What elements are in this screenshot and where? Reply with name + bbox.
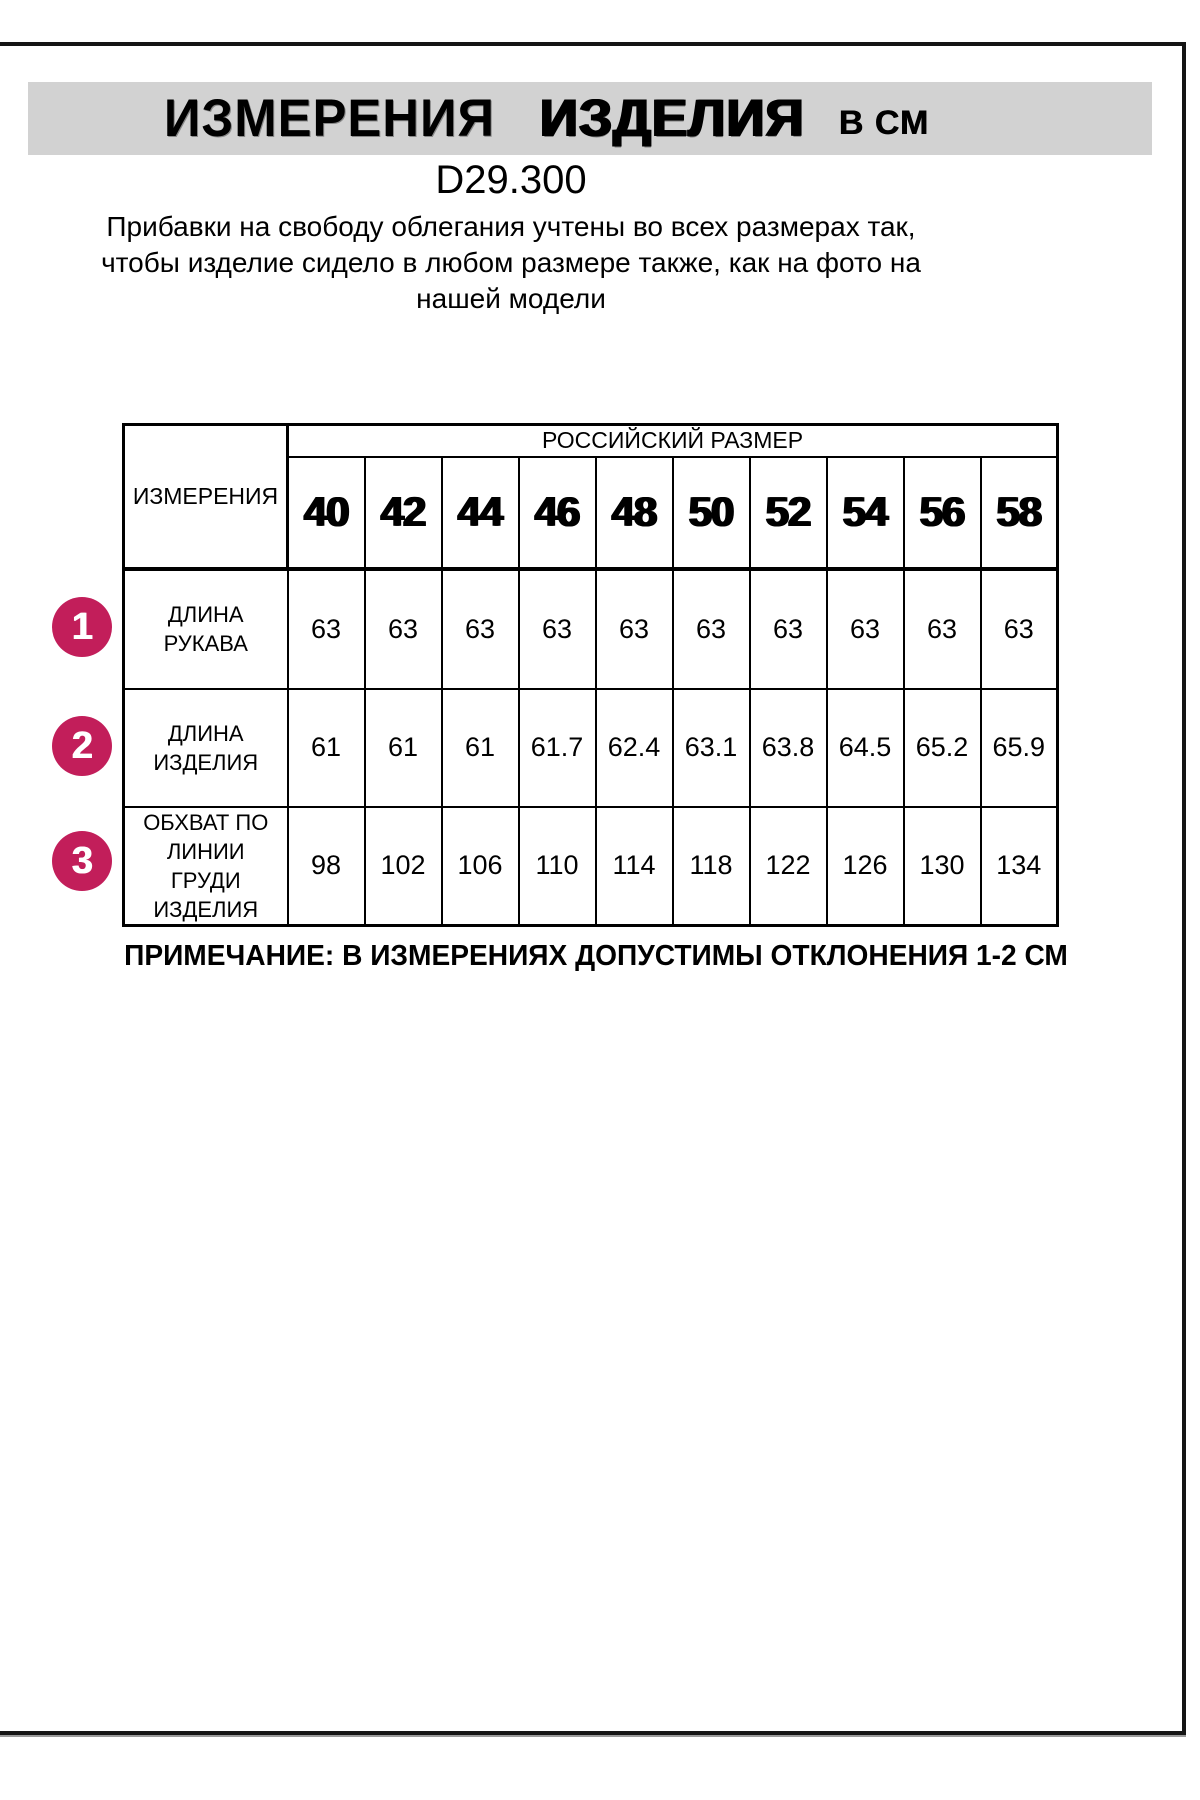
group-header-row (124, 425, 1058, 457)
measurement-value: 106 (442, 807, 519, 926)
row-number-badge: 2 (52, 716, 112, 776)
corner-header: ИЗМЕРЕНИЯ (124, 425, 288, 569)
measurement-value: 61 (365, 689, 442, 807)
size-system-header: РОССИЙСКИЙ РАЗМЕР (288, 425, 1058, 457)
measurement-value: 65.9 (981, 689, 1058, 807)
measurement-value: 102 (365, 807, 442, 926)
measurement-value: 63.1 (673, 689, 750, 807)
measurement-value: 64.5 (827, 689, 904, 807)
measurement-value: 114 (596, 807, 673, 926)
measurement-value: 118 (673, 807, 750, 926)
measurements-tbody (124, 569, 1058, 926)
measurement-value: 63 (827, 569, 904, 689)
measurements-table (122, 423, 1059, 927)
measurement-value: 63 (596, 569, 673, 689)
measurement-value: 61.7 (519, 689, 596, 807)
size-column-header: 50 (673, 457, 750, 569)
size-column-header: 58 (981, 457, 1058, 569)
measurement-value: 63 (904, 569, 981, 689)
title-banner (28, 82, 1152, 155)
tolerance-note: ПРИМЕЧАНИЕ: В ИЗМЕРЕНИЯХ ДОПУСТИМЫ ОТКЛОНЕНИЯ 1-2 СМ (124, 940, 1068, 972)
measurement-value: 63 (519, 569, 596, 689)
measurement-label: ДЛИНА РУКАВА (124, 569, 288, 689)
model-number: D29.300 (435, 158, 587, 202)
measurement-value: 98 (288, 807, 365, 926)
measurement-value: 62.4 (596, 689, 673, 807)
table-row (124, 807, 1058, 926)
measurement-value: 130 (904, 807, 981, 926)
measurement-label: ОБХВАТ ПО ЛИНИИ ГРУДИ ИЗДЕЛИЯ (124, 807, 288, 926)
measurement-value: 63.8 (750, 689, 827, 807)
measurement-value: 63 (981, 569, 1058, 689)
size-column-header: 40 (288, 457, 365, 569)
measurement-value: 63 (288, 569, 365, 689)
measurement-value: 63 (365, 569, 442, 689)
measurement-value: 134 (981, 807, 1058, 926)
size-column-header: 54 (827, 457, 904, 569)
size-column-header: 46 (519, 457, 596, 569)
size-column-header: 42 (365, 457, 442, 569)
measurement-label: ДЛИНА ИЗДЕЛИЯ (124, 689, 288, 807)
page-title-word1: ИЗМЕРЕНИЯ (163, 89, 495, 148)
row-number-badge: 1 (52, 597, 112, 657)
table-row (124, 689, 1058, 807)
measurement-value: 63 (442, 569, 519, 689)
measurement-value: 61 (442, 689, 519, 807)
size-column-header: 52 (750, 457, 827, 569)
page-title-unit: В СМ (838, 104, 930, 142)
table-row (124, 569, 1058, 689)
measurement-value: 61 (288, 689, 365, 807)
measurement-value: 63 (673, 569, 750, 689)
measurement-value: 110 (519, 807, 596, 926)
size-column-header: 44 (442, 457, 519, 569)
measurement-value: 63 (750, 569, 827, 689)
measurement-value: 122 (750, 807, 827, 926)
size-column-header: 56 (904, 457, 981, 569)
row-number-badge: 3 (52, 831, 112, 891)
page-title-word2: ИЗДЕЛИЯ (539, 89, 805, 148)
intro-block (0, 158, 1022, 317)
measurement-value: 65.2 (904, 689, 981, 807)
measurement-value: 126 (827, 807, 904, 926)
size-column-header: 48 (596, 457, 673, 569)
fit-description: Прибавки на свободу облегания учтены во всех размерах так, чтобы изделие сидело в любом размере также, как на фото на нашей модели (101, 211, 921, 314)
